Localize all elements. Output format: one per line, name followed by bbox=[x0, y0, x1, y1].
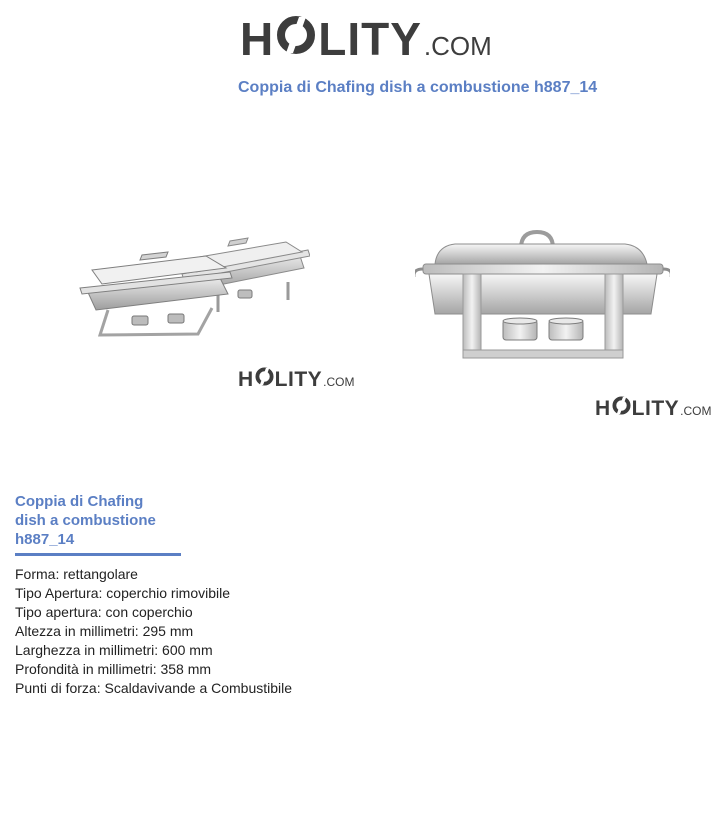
holity-watermark-right bbox=[595, 396, 712, 420]
logo-dotcom: .COM bbox=[680, 404, 712, 418]
logo-letter-h: H bbox=[238, 368, 254, 391]
logo-letter-h: H bbox=[240, 13, 275, 65]
logo-dotcom: .COM bbox=[423, 31, 492, 61]
spec-item: Larghezza in millimetri: 600 mm bbox=[15, 642, 213, 658]
logo-letter-h: H bbox=[595, 397, 611, 420]
logo-o-icon bbox=[276, 15, 316, 55]
spec-item: Profondità in millimetri: 358 mm bbox=[15, 661, 212, 677]
product-heading-line: h887_14 bbox=[15, 531, 75, 548]
chafing-dish-front-image bbox=[415, 222, 670, 382]
logo-letters-lity: LITY bbox=[318, 13, 422, 65]
logo-letters-lity: LITY bbox=[631, 397, 680, 420]
logo-dotcom: .COM bbox=[323, 375, 355, 389]
holity-watermark-left bbox=[238, 367, 355, 391]
product-heading-line: dish a combustione bbox=[15, 512, 156, 529]
page-title: Coppia di Chafing dish a combustione h887_14 bbox=[238, 79, 598, 96]
spec-item: Tipo apertura: con coperchio bbox=[15, 604, 193, 620]
spec-list bbox=[15, 565, 292, 698]
heading-underline bbox=[15, 553, 181, 556]
chafing-dish-pair-image bbox=[78, 230, 310, 350]
spec-item: Tipo Apertura: coperchio rimovibile bbox=[15, 585, 231, 601]
holity-logo[interactable] bbox=[240, 14, 492, 64]
logo-o-icon bbox=[612, 396, 631, 415]
spec-item: Punti di forza: Scaldavivande a Combustibile bbox=[15, 680, 293, 696]
product-heading-line: Coppia di Chafing bbox=[15, 493, 144, 510]
logo-o-icon bbox=[255, 367, 274, 386]
spec-item: Altezza in millimetri: 295 mm bbox=[15, 623, 194, 639]
logo-letters-lity: LITY bbox=[274, 368, 323, 391]
product-heading bbox=[15, 492, 185, 549]
spec-item: Forma: rettangolare bbox=[15, 566, 138, 582]
